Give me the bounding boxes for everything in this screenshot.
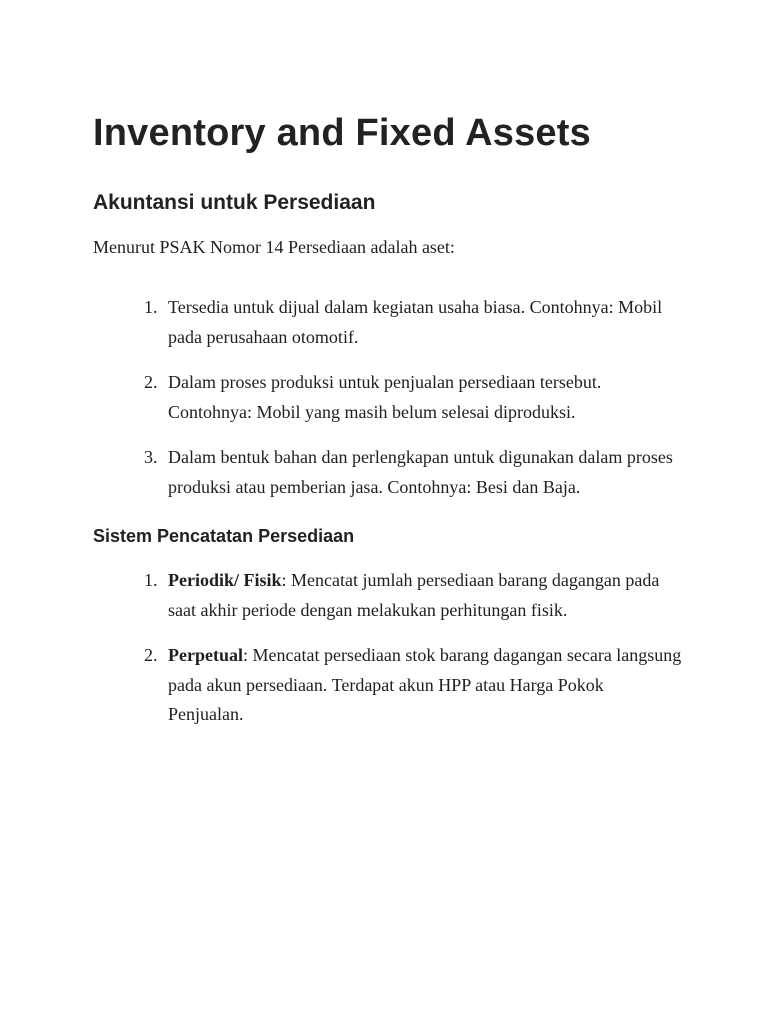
persediaan-list [93, 293, 683, 502]
pencatatan-list [93, 566, 683, 730]
list-item-text: Dalam proses produksi untuk penjualan persediaan tersebut. Contohnya: Mobil yang masih belum selesai diproduksi. [168, 372, 602, 422]
list-item-term: Perpetual [168, 645, 243, 665]
list-item [93, 641, 683, 730]
list-item-text: Dalam bentuk bahan dan perlengkapan untuk digunakan dalam proses produksi atau pemberian jasa. Contohnya: Besi dan Baja. [168, 447, 673, 497]
list-item [93, 293, 683, 352]
list-item-text: : Mencatat persediaan stok barang dagangan secara langsung pada akun persediaan. Terdapat akun HPP atau Harga Pokok Penjualan. [168, 645, 682, 724]
page-title: Inventory and Fixed Assets [93, 112, 591, 154]
list-item [93, 368, 683, 427]
list-item [93, 566, 683, 625]
list-number: 2. [144, 645, 158, 665]
list-item [93, 443, 683, 502]
document-page [93, 108, 683, 746]
intro-paragraph: Menurut PSAK Nomor 14 Persediaan adalah aset: [93, 237, 455, 257]
list-item-text: : Mencatat jumlah persediaan barang dagangan pada saat akhir periode dengan melakukan perhitungan fisik. [168, 570, 660, 620]
list-number: 1. [144, 570, 158, 590]
list-number: 2. [144, 372, 158, 392]
list-item-term: Periodik/ Fisik [168, 570, 282, 590]
section-heading-sistem: Sistem Pencatatan Persediaan [93, 526, 355, 546]
list-number: 3. [144, 447, 158, 467]
list-item-text: Tersedia untuk dijual dalam kegiatan usaha biasa. Contohnya: Mobil pada perusahaan otomotif. [168, 297, 663, 347]
section-heading-akuntansi: Akuntansi untuk Persediaan [93, 191, 376, 214]
list-number: 1. [144, 297, 158, 317]
